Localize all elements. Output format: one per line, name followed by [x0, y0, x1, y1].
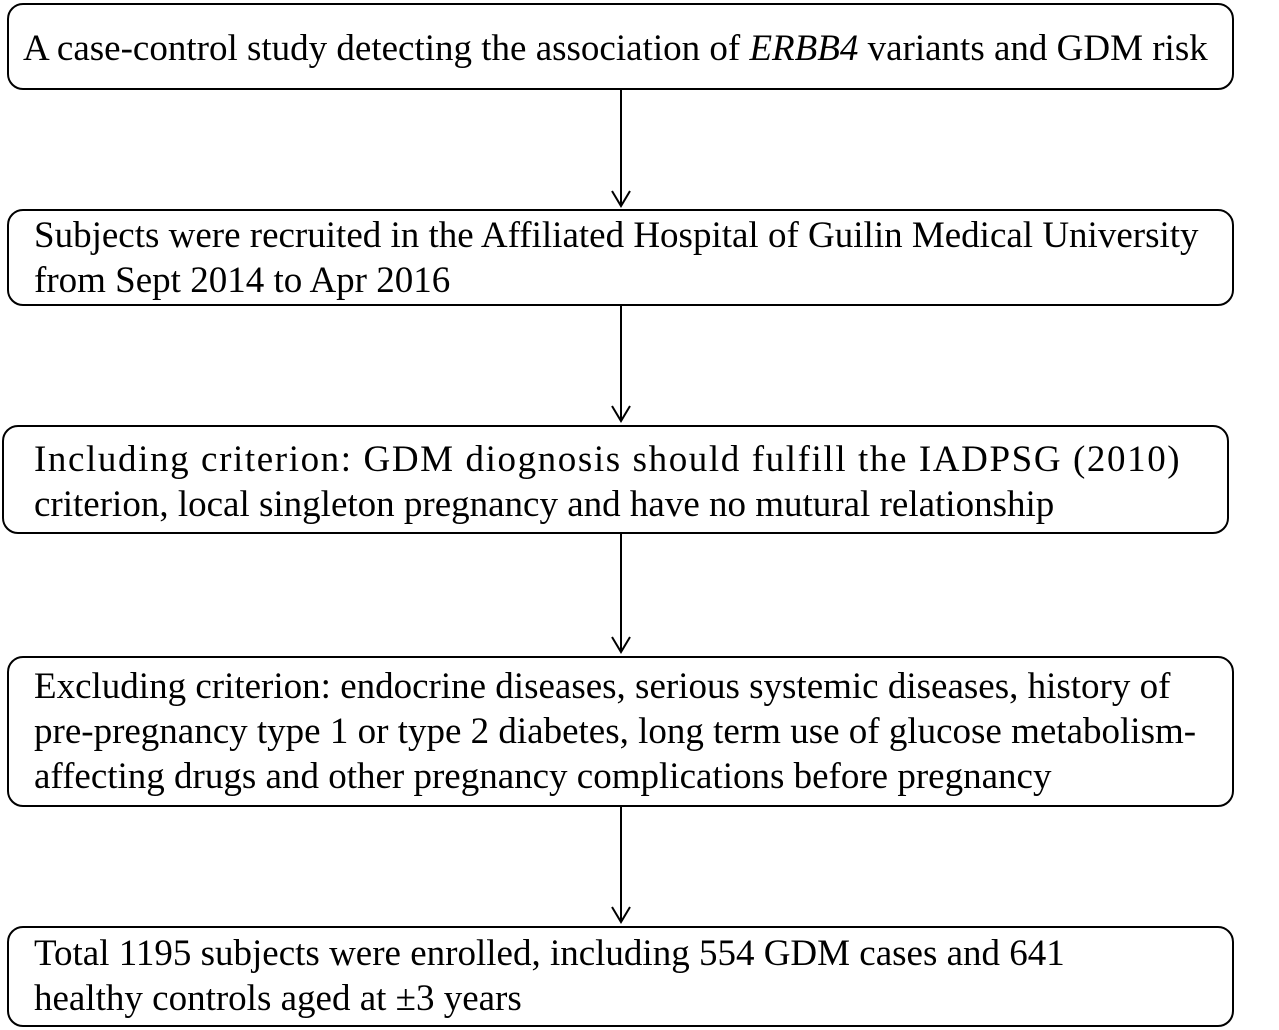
step-box-recruitment: [7, 209, 1234, 306]
gene-name: ERBB4: [749, 28, 859, 69]
step-3-line-1: Including criterion: GDM diognosis should fulfill the IADPSG (2010): [34, 439, 1182, 480]
step-box-exclusion: [7, 656, 1234, 807]
step-1-text-end: variants and GDM risk: [858, 28, 1208, 69]
step-1-text: [23, 26, 1232, 71]
step-4-line-3: affecting drugs and other pregnancy complications before pregnancy: [34, 756, 1052, 797]
step-2-line-1: Subjects were recruited in the Affiliated Hospital of Guilin Medical University: [34, 215, 1199, 256]
step-box-enrollment: [7, 926, 1234, 1027]
step-1-text-start: A case-control study detecting the association of: [23, 28, 750, 69]
step-5-line-1: Total 1195 subjects were enrolled, including 554 GDM cases and 641: [34, 933, 1065, 974]
step-4-line-1: Excluding criterion: endocrine diseases, serious systemic diseases, history of: [34, 666, 1171, 707]
step-box-study: [7, 3, 1234, 90]
step-5-line-2: healthy controls aged at ±3 years: [34, 978, 522, 1019]
step-2-line-2: from Sept 2014 to Apr 2016: [34, 260, 451, 301]
step-3-line-2: criterion, local singleton pregnancy and have no mutural relationship: [34, 484, 1055, 525]
step-box-inclusion: [2, 425, 1229, 534]
step-4-line-2: pre-pregnancy type 1 or type 2 diabetes, long term use of glucose metabolism-: [34, 711, 1197, 752]
